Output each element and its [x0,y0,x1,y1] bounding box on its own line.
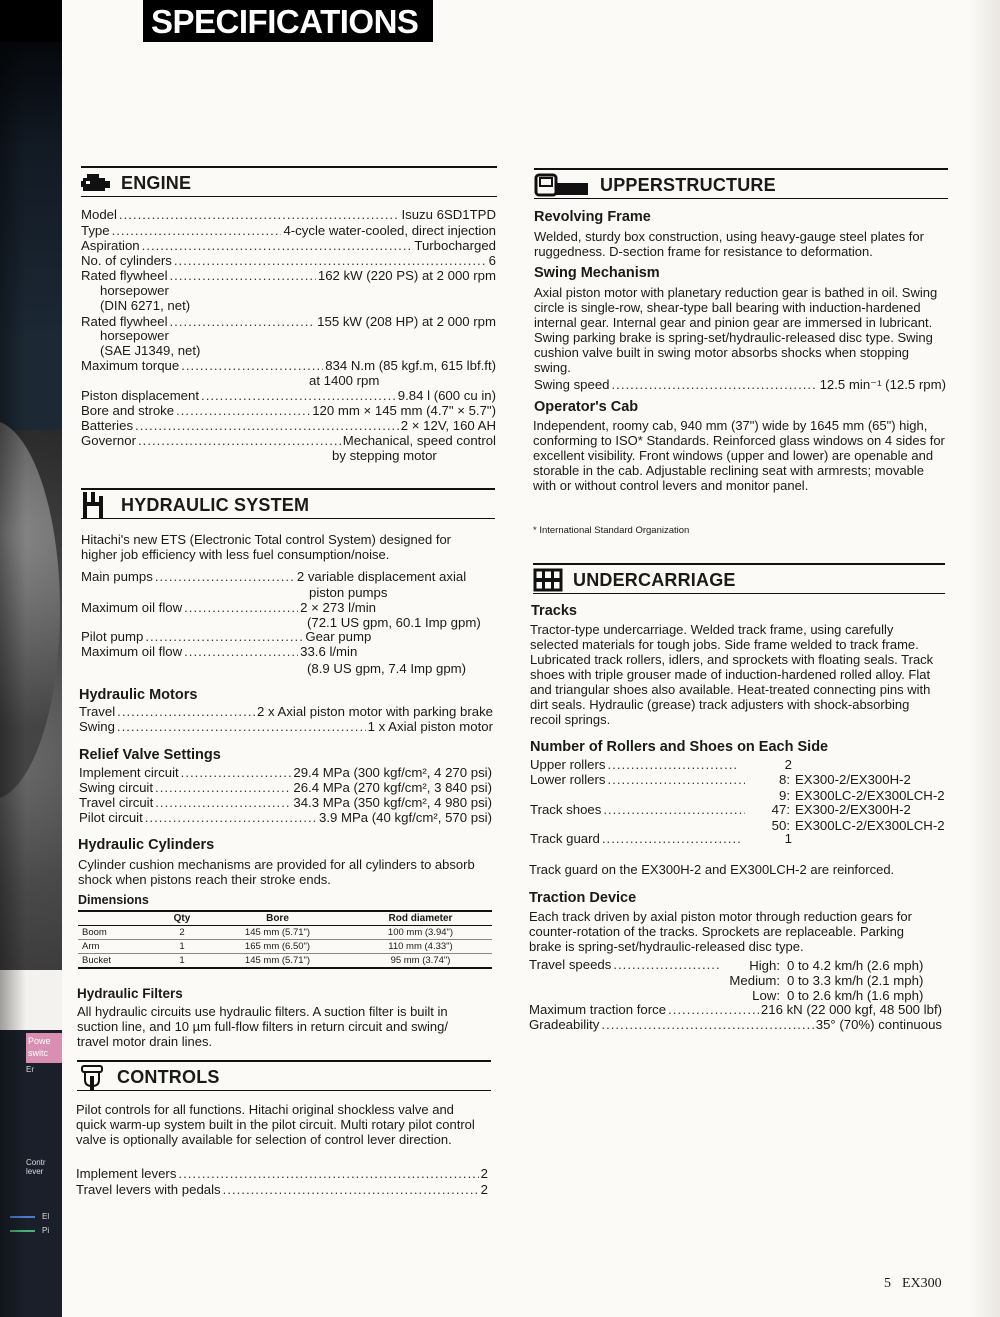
engine-spec-row: Rated flywheel ..... 162 kW (220 PS) at 2 000 rpm [81,268,496,283]
hand-lever-icon [77,1066,107,1088]
model-label: EX300 [902,1276,942,1291]
traction-force-row: Maximum traction force ..... 216 kN (22 000 kgf, 48 500 lbf) [529,1002,942,1017]
traction-text: Each track driven by axial piston motor through reduction gears for counter-rotation of the tracks. Sprockets are replaceable. Parking brake is spring-set/hydraulic-released disc type. [529,909,912,954]
swing-speed-row: Swing speed ..... 12.5 min⁻¹ (12.5 rpm) [534,377,946,392]
tracks-heading: Tracks [531,603,577,619]
excavator-cab-icon [534,174,590,196]
operators-cab-text: Independent, roomy cab, 940 mm (37") wide by 1645 mm (65") high, conforming to ISO* Standards. Reinforced glass windows on 4 sides for excellent visibility. Front windows (upper and lower) are openable and storable in the cab. Adjustable reclining seat with armrests; movable with or without control levers and monitor panel. [533,418,945,493]
travel-speed-value: 0 to 2.6 km/h (1.6 mph) [787,988,924,1003]
dimensions-heading: Dimensions [78,893,149,907]
cylinders-text: Cylinder cushion mechanisms are provided for all cylinders to absorb shock when pistons reach their stroke ends. [78,857,475,887]
gradeability-row: Gradeability ..... 35° (70%) continuous [529,1017,942,1032]
relief-row: Swing circuit ..... 26.4 MPa (270 kgf/cm², 3 840 psi) [79,780,492,795]
swing-mechanism-heading: Swing Mechanism [534,265,660,281]
controls-spec-row: Travel levers with pedals ..... 2 [76,1182,488,1197]
engine-spec-row: No. of cylinders ..... 6 [81,253,496,268]
traction-heading: Traction Device [529,890,637,906]
dimensions-table: Qty Bore Rod diameter Boom 2 145 mm (5.71") 100 mm (3.94") Arm 1 165 mm (6.50") 110 mm (4.33") Bucket 1 145 mm (5.71") 95 mm (3.74") [78,910,492,969]
hydraulic-spec-row: Travel ..... 2 x Axial piston motor with parking brake [79,704,493,719]
rollers-num: 47: [771,802,790,817]
track-icon [533,569,563,591]
rollers-row: Track guard ..... 1 [530,831,792,846]
engine-spec-sub: by stepping motor [332,448,437,463]
hydraulic-spec-sub: (72.1 US gpm, 60.1 Imp gpm) [307,615,481,630]
rollers-num: 8: [779,772,790,787]
engine-spec-row: Type ..... 4-cycle water-cooled, direct injection [81,223,496,238]
hydraulic-motors-heading: Hydraulic Motors [79,687,198,703]
hydraulic-spec-row: Swing ..... 1 x Axial piston motor [79,719,493,734]
page-title: SPECIFICATIONS [151,3,419,40]
rollers-model: EX300-2/EX300H-2 [795,772,911,787]
table-row: Boom 2 145 mm (5.71") 100 mm (3.94") [78,926,492,940]
engine-spec-sub: horsepower [100,283,169,298]
revolving-frame-heading: Revolving Frame [534,209,651,225]
hydraulic-spec-row: Maximum oil flow ..... 33.6 l/min [81,644,491,659]
tracks-text: Tractor-type undercarriage. Welded track frame, using carefully selected materials for tough jobs. Side frame welded to track frame. Lubricated track rollers, idlers, and sprockets with floating seals. Track shoes with triple grouser made of induction-hardened rolled alloy. Flat and triangular shoes also available. Heat-treated connecting pins with dirt seals. Hydraulic (grease) track adjusters with shock-absorbing recoil springs. [530,622,934,727]
controls-heading: CONTROLS [77,1060,491,1091]
rollers-num: 50: [771,818,790,833]
hydraulic-icon [81,494,111,516]
hydraulic-heading: HYDRAULIC SYSTEM [81,488,495,519]
operators-cab-heading: Operator's Cab [534,399,639,415]
left-strip-label: Er [26,1065,34,1074]
hydraulic-spec-sub: (8.9 US gpm, 7.4 Imp gpm) [307,661,467,676]
engine-heading: ENGINE [81,166,497,197]
undercarriage-heading: UNDERCARRIAGE [533,563,945,594]
hydraulic-spec-row: Main pumps ..... 2 variable displacement axial [81,569,491,584]
travel-speed-value: 0 to 4.2 km/h (2.6 mph) [787,958,924,973]
rollers-row: Lower rollers ..... [530,772,747,787]
travel-speed-mode: Low: [752,988,780,1003]
hydraulic-filters-heading: Hydraulic Filters [77,986,183,1001]
controls-text: Pilot controls for all functions. Hitachi original shockless valve and quick warm-up system built in the pilot circuit. Multi rotary pilot control valve is optionally available for selection of control lever direction. [76,1102,475,1147]
engine-icon [81,172,111,194]
engine-spec-row: Model ..... Isuzu 6SD1TPD [81,207,496,222]
hydraulic-spec-row: Pilot pump ..... Gear pump [81,629,491,644]
engine-spec-row: Batteries ..... 2 × 12V, 160 AH [81,418,496,433]
revolving-frame-text: Welded, sturdy box construction, using heavy-gauge steel plates for ruggedness. D-section frame for resistance to deformation. [534,229,924,259]
rollers-model: EX300-2/EX300H-2 [795,802,911,817]
relief-row: Implement circuit ..... 29.4 MPa (300 kgf/cm², 4 270 psi) [79,765,492,780]
engine-spec-sub: at 1400 rpm [309,373,380,388]
rollers-heading: Number of Rollers and Shoes on Each Side [530,739,829,755]
engine-spec-sub: (DIN 6271, net) [100,298,191,313]
hydraulic-cylinders-heading: Hydraulic Cylinders [78,837,215,853]
engine-spec-sub: (SAE J1349, net) [100,343,201,358]
rollers-model: EX300LC-2/EX300LCH-2 [795,788,945,803]
travel-speed-value: 0 to 3.3 km/h (2.1 mph) [787,973,924,988]
track-guard-note: Track guard on the EX300H-2 and EX300LCH-2 are reinforced. [529,862,895,877]
table-row: Bucket 1 145 mm (5.71") 95 mm (3.74") [78,954,492,969]
rollers-row: Track shoes ..... [530,802,747,817]
controls-spec-row: Implement levers ..... 2 [76,1166,488,1181]
left-strip-label: El [42,1212,50,1221]
left-strip-label: Powe switc [26,1033,62,1063]
footnote: * International Standard Organization [533,525,690,536]
rollers-row: Upper rollers ..... 2 [530,757,792,772]
relief-valve-heading: Relief Valve Settings [79,747,221,763]
engine-spec-row: Governor ..... Mechanical, speed control [81,433,496,448]
upperstructure-heading: UPPERSTRUCTURE [534,168,948,199]
engine-spec-row: Piston displacement ..... 9.84 l (600 cu in) [81,388,496,403]
left-strip-label: Pi [42,1226,50,1235]
travel-speed-mode: High: [749,958,780,973]
hydraulic-intro: Hitachi's new ETS (Electronic Total control System) designed for higher job efficiency with less fuel consumption/noise. [81,532,452,562]
hydraulic-spec-sub: piston pumps [309,585,388,600]
engine-spec-row: Maximum torque ..... 834 N.m (85 kgf.m, 615 lbf.ft) [81,358,496,373]
filters-text: All hydraulic circuits use hydraulic filters. A suction filter is built in suction line, and 10 µm full-flow filters in return circuit and swing/ travel motor drain lines. [77,1004,448,1049]
relief-row: Pilot circuit ..... 3.9 MPa (40 kgf/cm², 570 psi) [79,810,492,825]
rollers-num: 9: [779,788,790,803]
engine-spec-row: Rated flywheel ..... 155 kW (208 HP) at 2 000 rpm [81,314,496,329]
left-strip-label: Contr lever [26,1158,46,1176]
engine-spec-row: Bore and stroke ..... 120 mm × 145 mm (4.7" × 5.7") [81,403,496,418]
rollers-model: EX300LC-2/EX300LCH-2 [795,818,945,833]
page-number: 5 [884,1276,891,1291]
table-row: Arm 1 165 mm (6.50") 110 mm (4.33") [78,940,492,954]
hydraulic-spec-row: Maximum oil flow ..... 2 × 273 l/min [81,600,491,615]
engine-spec-sub: horsepower [100,328,169,343]
engine-spec-row: Aspiration ..... Turbocharged [81,238,496,253]
swing-mechanism-text: Axial piston motor with planetary reduction gear is bathed in oil. Swing circle is single-row, shear-type ball bearing with induction-hardened internal gear. Internal gear and pinion gear are immersed in lubricant. Swing parking brake is spring-set/hydraulic-released disc type. Swing cushion valve built in swing motor absorbs shocks when stopping swing. [534,285,938,375]
left-photo-strip [0,0,62,1317]
travel-speed-row: Travel speeds ..... [529,957,723,972]
relief-row: Travel circuit ..... 34.3 MPa (350 kgf/cm², 4 980 psi) [79,795,492,810]
travel-speed-mode: Medium: [729,973,780,988]
